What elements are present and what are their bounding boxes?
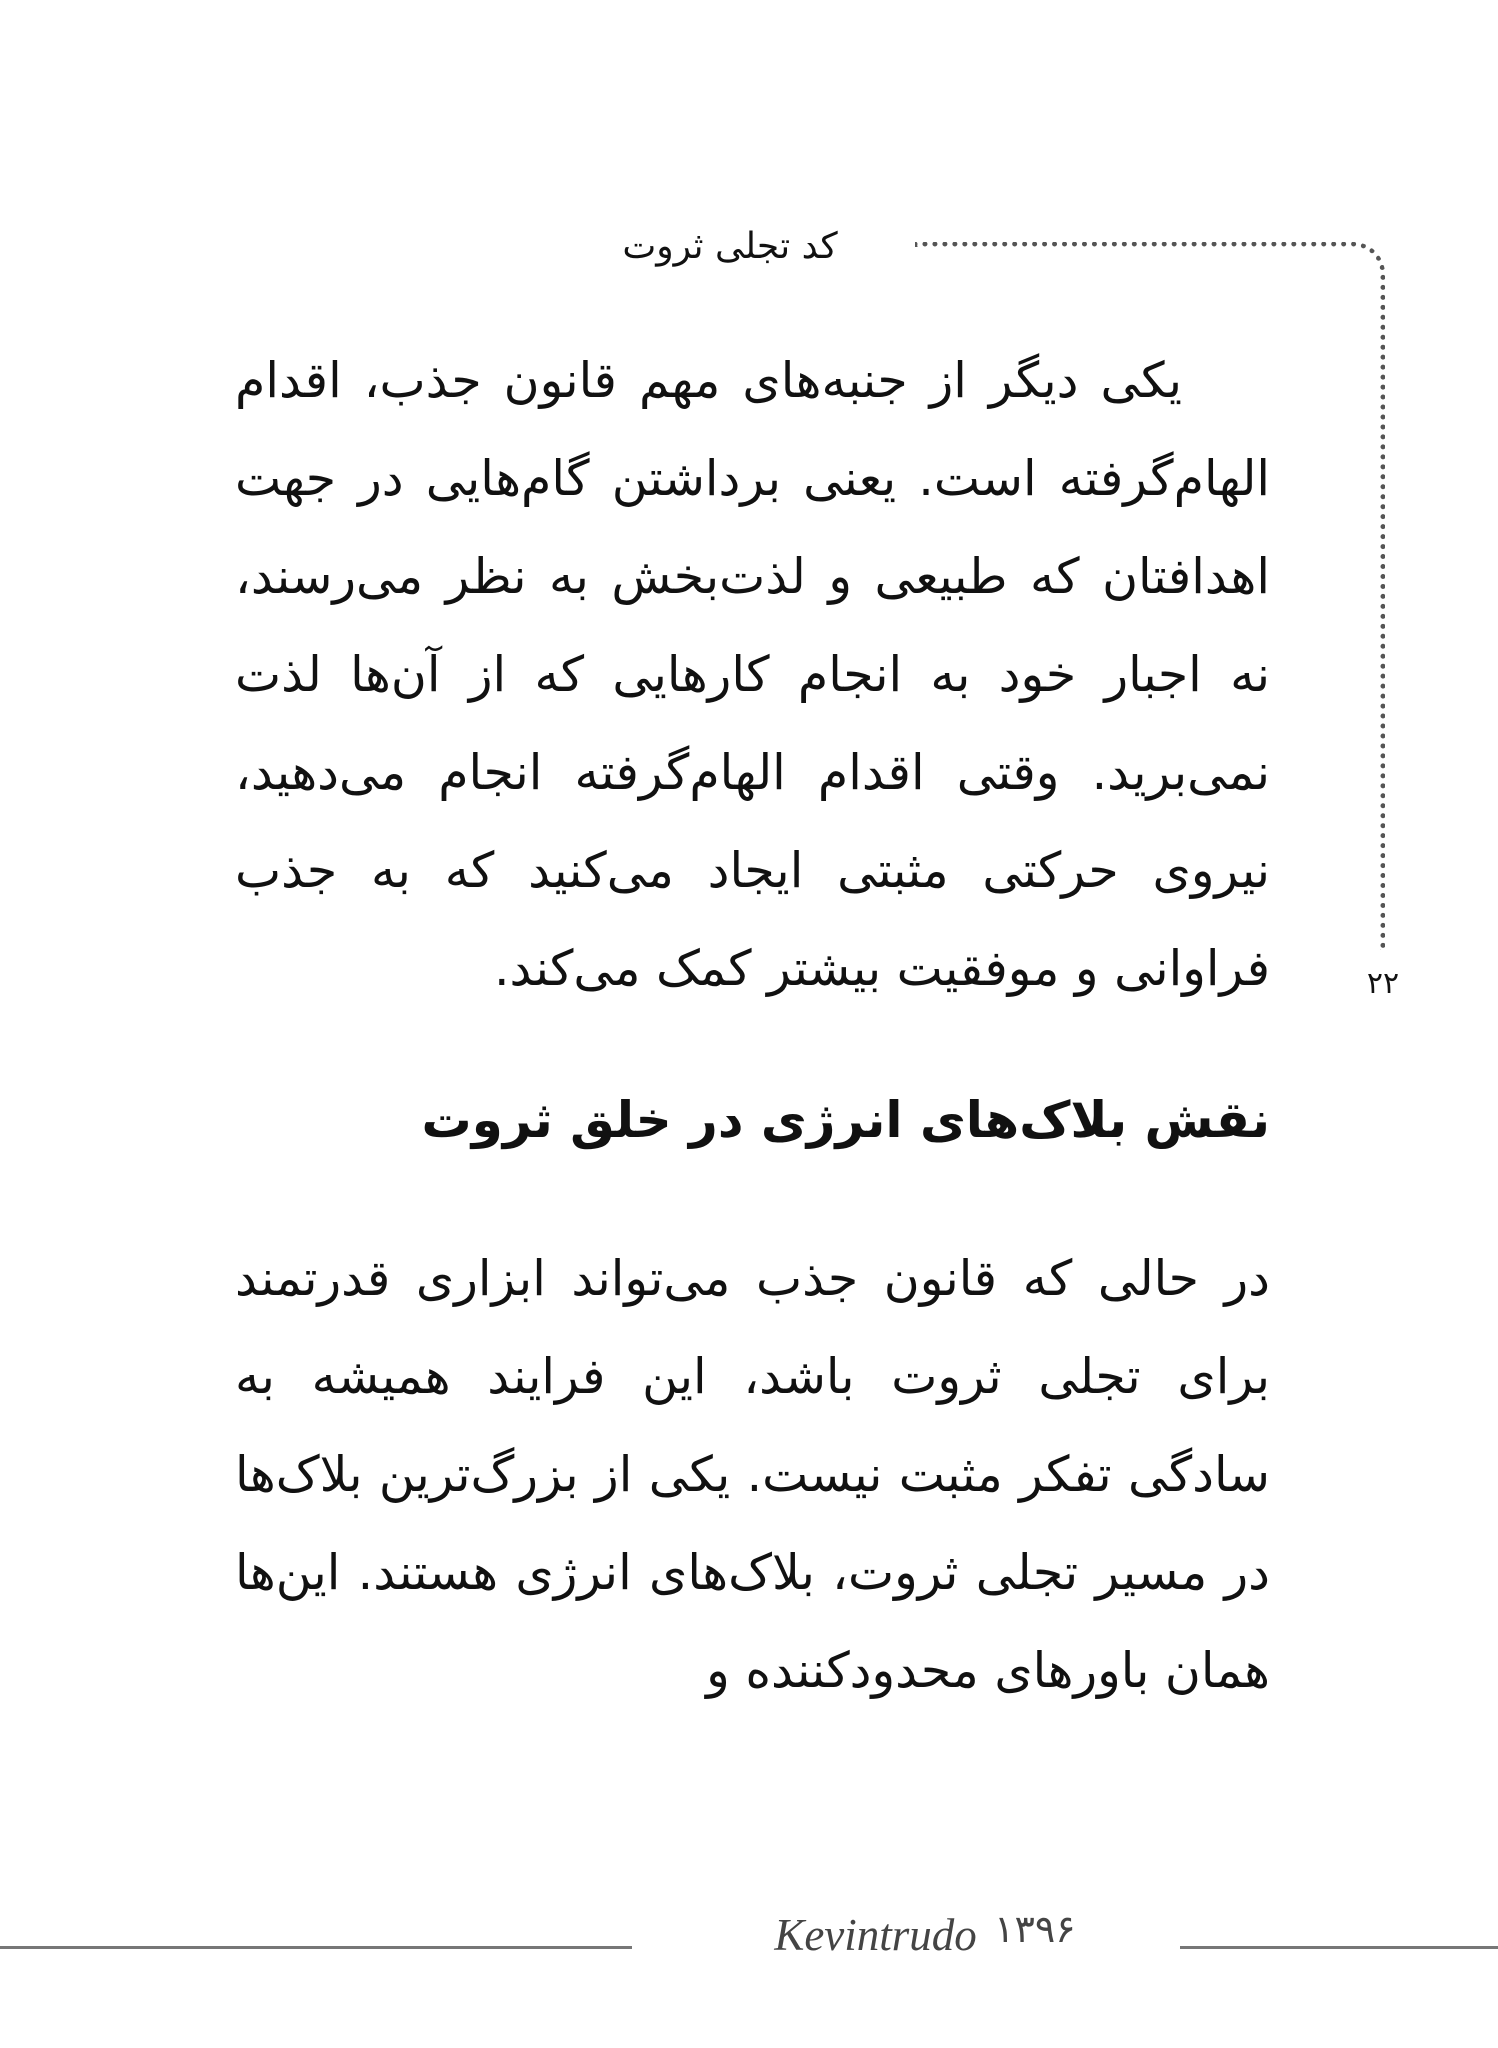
footer-brand: Kevintrudo [774, 1910, 977, 1960]
body-paragraph-1: یکی دیگر از جنبه‌های مهم قانون جذب، اقدام الهام‌گرفته است. یعنی برداشتن گام‌هایی در جهت اهدافتان که طبیعی و لذت‌بخش به نظر می‌رسند، نه اجبار خود به انجام کارهایی که از آن‌ها لذت نمی‌برید. وقتی اقدام الهام‌گرفته انجام می‌دهید، نیروی حرکتی مثبتی ایجاد می‌کنید که به جذب فراوانی و موفقیت بیشتر کمک می‌کند. [235, 352, 1270, 997]
body-paragraph-2: در حالی که قانون جذب می‌تواند ابزاری قدرتمند برای تجلی ثروت باشد، این فرایند همیشه به سادگی تفکر مثبت نیست. یکی از بزرگ‌ترین بلاک‌ها در مسیر تجلی ثروت، بلاک‌های انرژی هستند. این‌ها همان باورهای محدودکننده و [235, 1250, 1270, 1699]
footer-rule-left [0, 1946, 632, 1949]
running-header-title: کد تجلی ثروت [622, 226, 838, 267]
footer-year: ۱۳۹۶ [994, 1909, 1076, 1951]
footer-credit [700, 1900, 1150, 1965]
page-number: ۲۲ [1366, 966, 1400, 1001]
footer-rule-right [1180, 1946, 1498, 1949]
section-heading: نقش بلاک‌های انرژی در خلق ثروت [421, 1091, 1270, 1149]
